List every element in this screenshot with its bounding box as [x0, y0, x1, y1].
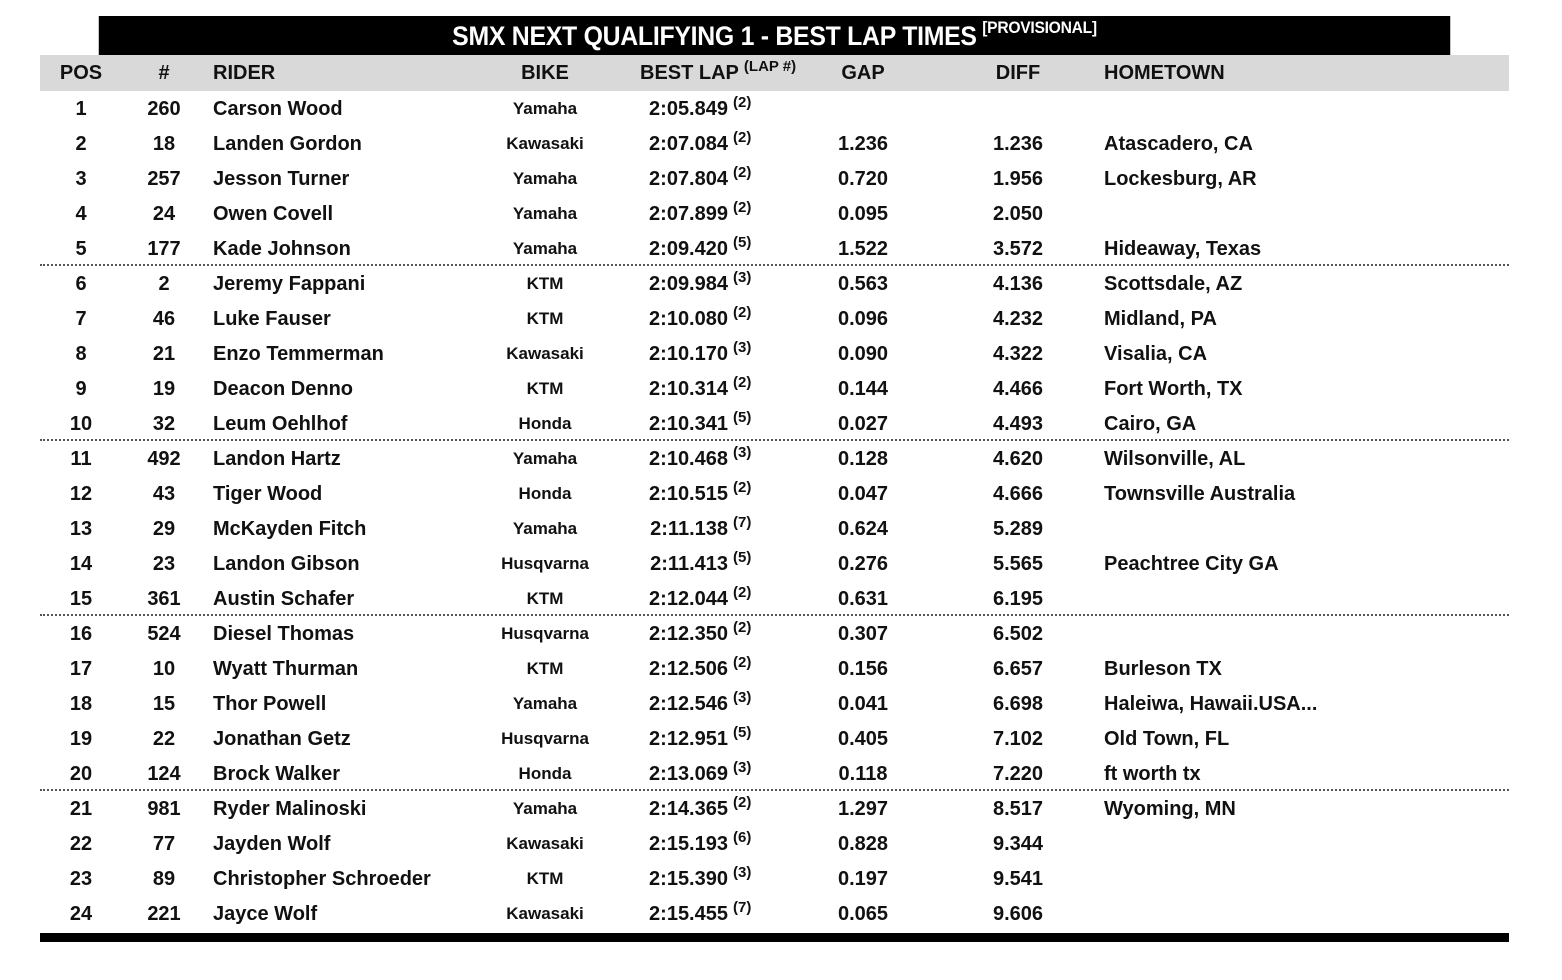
- bike-cell: Kawasaki: [506, 834, 584, 853]
- rider-number-cell: 492: [147, 448, 181, 470]
- best-lap-time: 2:15.193: [649, 833, 728, 855]
- rider-number-cell: 18: [152, 133, 176, 155]
- hometown-cell: Burleson TX: [1104, 658, 1222, 680]
- position-cell: 7: [75, 308, 87, 330]
- lap-number: (2): [733, 479, 752, 496]
- bike-cell: KTM: [526, 589, 564, 608]
- gap-cell: 0.156: [837, 658, 889, 680]
- diff-cell: 1.956: [992, 168, 1044, 190]
- best-lap-cell: [640, 721, 751, 757]
- header-hometown: HOMETOWN: [1104, 62, 1225, 84]
- rider-number-cell: 29: [152, 518, 176, 540]
- hometown-cell: Atascadero, CA: [1104, 133, 1253, 155]
- header-diff: DIFF: [995, 62, 1041, 84]
- best-lap-cell: [640, 126, 751, 162]
- bike-cell: KTM: [526, 869, 564, 888]
- best-lap-time: 2:09.420: [649, 238, 728, 260]
- best-lap-time: 2:13.069: [649, 763, 728, 785]
- hometown-cell: Fort Worth, TX: [1104, 378, 1243, 400]
- rider-name-cell: Landon Hartz: [213, 448, 341, 470]
- lap-number: (3): [733, 269, 752, 286]
- best-lap-time: 2:12.546: [649, 693, 728, 715]
- best-lap-time: 2:10.515: [649, 483, 728, 505]
- rider-number-cell: 10: [152, 658, 176, 680]
- table-row: [40, 651, 1509, 686]
- best-lap-cell: [640, 546, 751, 582]
- position-cell: 9: [75, 378, 87, 400]
- position-cell: 2: [75, 133, 87, 155]
- gap-cell: 0.720: [837, 168, 889, 190]
- header-gap: GAP: [841, 62, 885, 84]
- position-cell: 18: [69, 693, 93, 715]
- position-cell: 14: [69, 553, 93, 575]
- position-cell: 19: [69, 728, 93, 750]
- results-table-body: [40, 91, 1509, 931]
- gap-cell: 0.128: [837, 448, 889, 470]
- rider-name-cell: Jeremy Fappani: [213, 273, 366, 295]
- header-rider: RIDER: [213, 62, 276, 84]
- bike-cell: Honda: [518, 764, 572, 783]
- lap-number: (2): [733, 584, 752, 601]
- diff-cell: 7.102: [992, 728, 1044, 750]
- gap-cell: 0.197: [837, 868, 889, 890]
- best-lap-time: 2:10.341: [649, 413, 728, 435]
- table-row: [40, 196, 1509, 231]
- table-row: [40, 861, 1509, 896]
- lap-number: (3): [733, 864, 752, 881]
- lap-number: (7): [733, 899, 752, 916]
- best-lap-cell: [640, 756, 751, 792]
- hometown-cell: Wyoming, MN: [1104, 798, 1236, 820]
- diff-cell: 7.220: [992, 763, 1044, 785]
- bike-cell: KTM: [526, 379, 564, 398]
- best-lap-cell: [640, 686, 751, 722]
- best-lap-cell: [640, 231, 751, 267]
- bike-cell: Yamaha: [512, 694, 578, 713]
- table-row: [40, 301, 1509, 336]
- gap-cell: 0.090: [837, 343, 889, 365]
- best-lap-time: 2:12.506: [649, 658, 728, 680]
- diff-cell: 3.572: [992, 238, 1044, 260]
- best-lap-time: 2:05.849: [649, 98, 728, 120]
- rider-name-cell: Wyatt Thurman: [213, 658, 359, 680]
- table-row: [40, 756, 1509, 791]
- best-lap-time: 2:11.413: [650, 553, 728, 575]
- position-cell: 12: [69, 483, 93, 505]
- best-lap-cell: [640, 196, 751, 232]
- lap-number: (5): [733, 724, 752, 741]
- best-lap-time: 2:07.899: [649, 203, 728, 225]
- header-best-lap: [640, 55, 796, 91]
- best-lap-cell: [640, 266, 751, 302]
- diff-cell: 4.322: [992, 343, 1044, 365]
- best-lap-cell: [640, 91, 751, 127]
- diff-cell: 5.565: [992, 553, 1044, 575]
- best-lap-time: 2:10.080: [649, 308, 728, 330]
- rider-number-cell: 2: [158, 273, 170, 295]
- lap-number: (3): [733, 689, 752, 706]
- lap-number: (2): [733, 619, 752, 636]
- gap-cell: 0.065: [837, 903, 889, 925]
- diff-cell: 4.620: [992, 448, 1044, 470]
- best-lap-cell: [640, 791, 751, 827]
- bottom-rule: [40, 933, 1509, 942]
- diff-cell: 6.657: [992, 658, 1044, 680]
- lap-number: (2): [733, 199, 752, 216]
- position-cell: 21: [69, 798, 93, 820]
- hometown-cell: Midland, PA: [1104, 308, 1217, 330]
- rider-number-cell: 221: [147, 903, 181, 925]
- rider-name-cell: Diesel Thomas: [213, 623, 355, 645]
- hometown-cell: Peachtree City GA: [1104, 553, 1279, 575]
- best-lap-cell: [640, 476, 751, 512]
- best-lap-time: 2:12.951: [649, 728, 728, 750]
- best-lap-cell: [640, 301, 751, 337]
- diff-cell: 4.232: [992, 308, 1044, 330]
- rider-name-cell: Jayden Wolf: [213, 833, 331, 855]
- table-row: [40, 161, 1509, 196]
- rider-name-cell: Thor Powell: [213, 693, 327, 715]
- table-row: [40, 826, 1509, 861]
- diff-cell: 4.493: [992, 413, 1044, 435]
- rider-number-cell: 177: [147, 238, 181, 260]
- diff-cell: 4.466: [992, 378, 1044, 400]
- bike-cell: Kawasaki: [506, 904, 584, 923]
- lap-number: (3): [733, 444, 752, 461]
- header-best-lap-label: BEST LAP: [640, 62, 739, 84]
- bike-cell: Yamaha: [512, 169, 578, 188]
- best-lap-cell: [640, 441, 751, 477]
- diff-cell: 1.236: [992, 133, 1044, 155]
- gap-cell: 0.027: [837, 413, 889, 435]
- best-lap-time: 2:10.468: [649, 448, 728, 470]
- best-lap-cell: [640, 861, 751, 897]
- diff-cell: 8.517: [992, 798, 1044, 820]
- table-row: [40, 546, 1509, 581]
- table-row: [40, 336, 1509, 371]
- best-lap-time: 2:12.350: [649, 623, 728, 645]
- rider-number-cell: 77: [152, 833, 176, 855]
- bike-cell: Husqvarna: [501, 554, 589, 573]
- best-lap-cell: [640, 371, 751, 407]
- rider-name-cell: Jesson Turner: [213, 168, 350, 190]
- position-cell: 17: [69, 658, 93, 680]
- position-cell: 10: [69, 413, 93, 435]
- rider-number-cell: 46: [152, 308, 176, 330]
- gap-cell: 0.096: [837, 308, 889, 330]
- rider-number-cell: 524: [147, 623, 181, 645]
- position-cell: 1: [75, 98, 87, 120]
- best-lap-cell: [640, 826, 751, 862]
- position-cell: 20: [69, 763, 93, 785]
- rider-number-cell: 124: [147, 763, 181, 785]
- title-text: SMX NEXT QUALIFYING 1 - BEST LAP TIMES: [452, 21, 977, 51]
- best-lap-time: 2:10.314: [649, 378, 728, 400]
- best-lap-time: 2:15.455: [649, 903, 728, 925]
- diff-cell: 9.606: [992, 903, 1044, 925]
- best-lap-cell: [640, 896, 751, 932]
- bike-cell: Kawasaki: [506, 134, 584, 153]
- diff-cell: 6.502: [992, 623, 1044, 645]
- best-lap-cell: [640, 511, 751, 547]
- gap-cell: 0.047: [837, 483, 889, 505]
- bike-cell: Husqvarna: [501, 729, 589, 748]
- bike-cell: Yamaha: [512, 519, 578, 538]
- bike-cell: Yamaha: [512, 204, 578, 223]
- hometown-cell: Old Town, FL: [1104, 728, 1230, 750]
- diff-cell: 6.195: [992, 588, 1044, 610]
- hometown-cell: Townsville Australia: [1104, 483, 1296, 505]
- table-row: [40, 406, 1509, 441]
- best-lap-cell: [640, 651, 751, 687]
- header-lap-number: (LAP #): [743, 58, 797, 75]
- table-row: [40, 371, 1509, 406]
- position-cell: 15: [69, 588, 93, 610]
- lap-number: (5): [733, 409, 752, 426]
- rider-name-cell: McKayden Fitch: [213, 518, 367, 540]
- rider-number-cell: 257: [147, 168, 181, 190]
- table-row: [40, 476, 1509, 511]
- rider-number-cell: 89: [152, 868, 176, 890]
- best-lap-time: 2:15.390: [649, 868, 728, 890]
- bike-cell: Honda: [518, 484, 572, 503]
- gap-cell: 0.563: [837, 273, 889, 295]
- position-cell: 5: [75, 238, 87, 260]
- table-header: [40, 55, 1509, 91]
- gap-cell: 0.828: [837, 833, 889, 855]
- rider-number-cell: 32: [152, 413, 176, 435]
- lap-number: (7): [733, 514, 752, 531]
- table-row: [40, 126, 1509, 161]
- table-row: [40, 266, 1509, 301]
- rider-name-cell: Tiger Wood: [213, 483, 323, 505]
- hometown-cell: Lockesburg, AR: [1104, 168, 1257, 190]
- best-lap-time: 2:09.984: [649, 273, 728, 295]
- rider-number-cell: 19: [152, 378, 176, 400]
- rider-number-cell: 43: [152, 483, 176, 505]
- gap-cell: 0.144: [837, 378, 889, 400]
- best-lap-time: 2:07.084: [649, 133, 728, 155]
- rider-number-cell: 24: [152, 203, 176, 225]
- position-cell: 16: [69, 623, 93, 645]
- gap-cell: 0.631: [837, 588, 889, 610]
- gap-cell: 0.405: [837, 728, 889, 750]
- lap-number: (2): [733, 304, 752, 321]
- lap-number: (2): [733, 654, 752, 671]
- position-cell: 23: [69, 868, 93, 890]
- position-cell: 13: [69, 518, 93, 540]
- diff-cell: 6.698: [992, 693, 1044, 715]
- header-number: #: [158, 62, 170, 84]
- table-row: [40, 91, 1509, 126]
- rider-name-cell: Ryder Malinoski: [213, 798, 367, 820]
- hometown-cell: Haleiwa, Hawaii.USA...: [1104, 693, 1318, 715]
- rider-number-cell: 260: [147, 98, 181, 120]
- rider-name-cell: Kade Johnson: [213, 238, 351, 260]
- table-row: [40, 581, 1509, 616]
- table-row: [40, 616, 1509, 651]
- position-cell: 8: [75, 343, 87, 365]
- position-cell: 22: [69, 833, 93, 855]
- rider-number-cell: 981: [147, 798, 181, 820]
- best-lap-cell: [640, 336, 751, 372]
- bike-cell: KTM: [526, 659, 564, 678]
- bike-cell: KTM: [526, 274, 564, 293]
- hometown-cell: Hideaway, Texas: [1104, 238, 1262, 260]
- best-lap-cell: [640, 616, 751, 652]
- position-cell: 3: [75, 168, 87, 190]
- rider-number-cell: 361: [147, 588, 181, 610]
- hometown-cell: Wilsonville, AL: [1104, 448, 1246, 470]
- best-lap-cell: [640, 406, 751, 442]
- table-row: [40, 791, 1509, 826]
- rider-name-cell: Luke Fauser: [213, 308, 331, 330]
- position-cell: 6: [75, 273, 87, 295]
- bike-cell: Yamaha: [512, 239, 578, 258]
- rider-number-cell: 15: [152, 693, 176, 715]
- lap-number: (6): [733, 829, 752, 846]
- hometown-cell: ft worth tx: [1104, 763, 1201, 785]
- diff-cell: 4.136: [992, 273, 1044, 295]
- bike-cell: Kawasaki: [506, 344, 584, 363]
- results-sheet: [40, 16, 1509, 942]
- hometown-cell: Visalia, CA: [1104, 343, 1208, 365]
- bike-cell: Honda: [518, 414, 572, 433]
- gap-cell: 1.236: [837, 133, 889, 155]
- rider-name-cell: Carson Wood: [213, 98, 343, 120]
- lap-number: (5): [733, 549, 752, 566]
- diff-cell: 4.666: [992, 483, 1044, 505]
- lap-number: (3): [733, 759, 752, 776]
- rider-number-cell: 21: [152, 343, 176, 365]
- gap-cell: 0.118: [838, 763, 888, 785]
- rider-number-cell: 23: [152, 553, 176, 575]
- lap-number: (2): [733, 374, 752, 391]
- best-lap-time: 2:07.804: [649, 168, 728, 190]
- bike-cell: Yamaha: [512, 799, 578, 818]
- lap-number: (5): [733, 234, 752, 251]
- gap-cell: 0.041: [837, 693, 889, 715]
- rider-name-cell: Leum Oehlhof: [213, 413, 348, 435]
- hometown-cell: Scottsdale, AZ: [1104, 273, 1243, 295]
- gap-cell: 1.522: [837, 238, 889, 260]
- lap-number: (2): [733, 164, 752, 181]
- rider-number-cell: 22: [152, 728, 176, 750]
- diff-cell: 9.344: [992, 833, 1044, 855]
- gap-cell: 1.297: [837, 798, 889, 820]
- best-lap-time: 2:12.044: [649, 588, 728, 610]
- position-cell: 4: [75, 203, 87, 225]
- best-lap-cell: [640, 581, 751, 617]
- diff-cell: 5.289: [992, 518, 1044, 540]
- header-bike: BIKE: [521, 62, 569, 84]
- rider-name-cell: Brock Walker: [213, 763, 341, 785]
- rider-name-cell: Austin Schafer: [213, 588, 355, 610]
- best-lap-time: 2:10.170: [649, 343, 728, 365]
- diff-cell: 9.541: [992, 868, 1044, 890]
- rider-name-cell: Jonathan Getz: [213, 728, 351, 750]
- table-row: [40, 721, 1509, 756]
- rider-name-cell: Jayce Wolf: [213, 903, 318, 925]
- rider-name-cell: Landon Gibson: [213, 553, 360, 575]
- diff-cell: 2.050: [992, 203, 1044, 225]
- rider-name-cell: Owen Covell: [213, 203, 334, 225]
- table-row: [40, 231, 1509, 266]
- lap-number: (3): [733, 339, 752, 356]
- page-title: [99, 16, 1450, 55]
- bike-cell: KTM: [526, 309, 564, 328]
- hometown-cell: Cairo, GA: [1104, 413, 1197, 435]
- gap-cell: 0.095: [837, 203, 889, 225]
- table-row: [40, 441, 1509, 476]
- header-decoration: [860, 0, 1470, 8]
- rider-name-cell: Deacon Denno: [213, 378, 354, 400]
- rider-name-cell: Christopher Schroeder: [213, 868, 431, 890]
- header-pos: POS: [59, 62, 103, 84]
- table-row: [40, 511, 1509, 546]
- best-lap-cell: [640, 161, 751, 197]
- bike-cell: Yamaha: [512, 99, 578, 118]
- table-row: [40, 686, 1509, 721]
- gap-cell: 0.276: [837, 553, 889, 575]
- best-lap-time: 2:14.365: [649, 798, 728, 820]
- lap-number: (2): [733, 794, 752, 811]
- table-row: [40, 896, 1509, 931]
- lap-number: (2): [733, 129, 752, 146]
- gap-cell: 0.307: [837, 623, 889, 645]
- bike-cell: Husqvarna: [501, 624, 589, 643]
- bike-cell: Yamaha: [512, 449, 578, 468]
- rider-name-cell: Enzo Temmerman: [213, 343, 384, 365]
- position-cell: 24: [69, 903, 93, 925]
- lap-number: (2): [733, 94, 752, 111]
- best-lap-time: 2:11.138: [650, 518, 728, 540]
- position-cell: 11: [70, 448, 92, 470]
- gap-cell: 0.624: [837, 518, 889, 540]
- provisional-tag: [PROVISIONAL]: [982, 18, 1097, 37]
- rider-name-cell: Landen Gordon: [213, 133, 362, 155]
